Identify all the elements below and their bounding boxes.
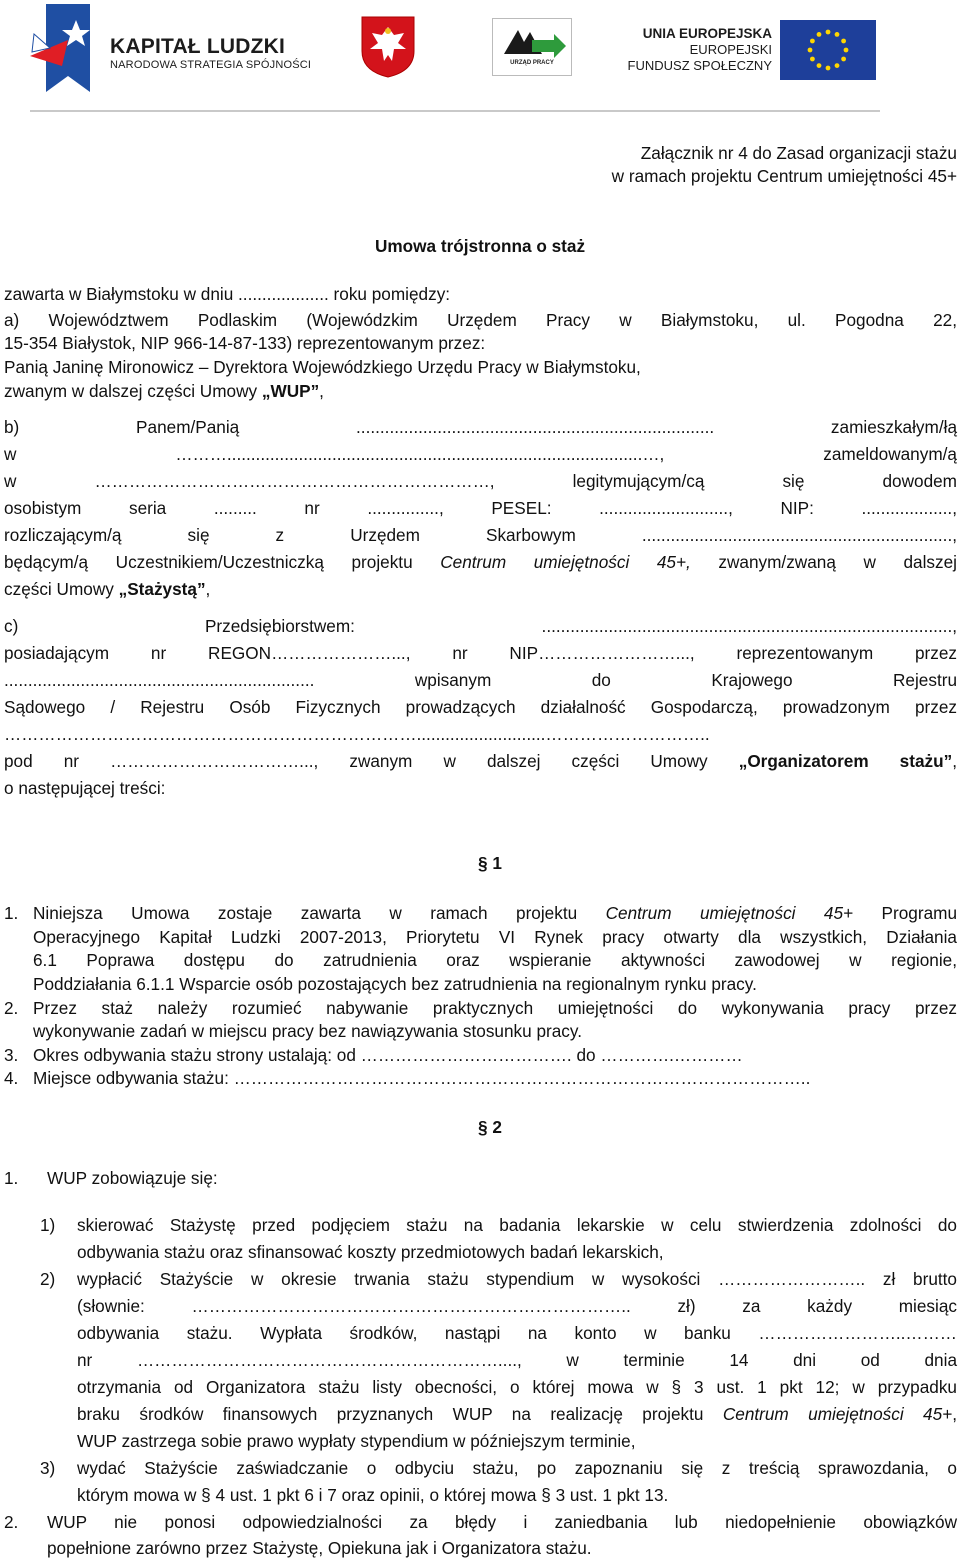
section-1-heading: § 1: [478, 853, 502, 873]
s1-item-3-line-1: Okres odbywania stażu strony ustalają: od ………………………………. do ………….…………: [33, 1045, 743, 1065]
s2-point-2-line-2: popełnione zarówno przez Stażystę, Opiekuna jak i Organizatora stażu.: [47, 1538, 592, 1558]
party-b-line-5: rozliczającym/ą się z Urzędem Skarbowym .................................................................,: [4, 525, 957, 545]
ue-line-3: FUNDUSZ SPOŁECZNY: [627, 58, 772, 73]
s1-item-2-line-1: Przez staż należy rozumieć nabywanie praktycznych umiejętności do wykonywania pracy przez: [33, 998, 957, 1018]
party-b-line-4: osobistym seria ......... nr ..............., PESEL: ..........................., NIP: ...................,: [4, 498, 957, 518]
kapital-ludzki-emblem-icon: [28, 4, 94, 96]
urzad-pracy-label: URZĄD PRACY: [510, 60, 554, 66]
s2-point-1-text: WUP zobowiązuje się:: [47, 1168, 218, 1188]
s2-point-2-number: 2.: [4, 1512, 19, 1532]
party-c-line-1: c) Przedsiębiorstwem: ......................................................................................,: [4, 616, 957, 636]
s2-sub-2-line-1: wypłacić Stażyście w okresie trwania stażu stypendium w wysokości …………………….. zł brutto: [77, 1269, 957, 1289]
s1-item-2-line-2: wykonywanie zadań w miejscu pracy bez nawiązywania stosunku pracy.: [33, 1021, 582, 1041]
wup-term: „WUP”: [261, 381, 320, 401]
s2-sub-1-line-2: odbywania stażu oraz sfinansować koszty przedmiotowych badań lekarskich,: [77, 1242, 664, 1262]
intro-line: zawarta w Białymstoku w dniu ................... roku pomiędzy:: [4, 284, 451, 304]
section-2-heading: § 2: [478, 1117, 502, 1137]
party-c-line-3: ................................................................. wpisanym do Krajowego Rejestru: [4, 670, 957, 690]
s2-sub-2-line-6: braku środków finansowych przyznanych WUP na realizację projektu Centrum umiejętności 45+,: [77, 1404, 957, 1424]
s1-item-3-number: 3.: [4, 1045, 19, 1065]
party-c-line-2: posiadającym nr REGON…………………..., nr NIP……………………..., reprezentowanym przez: [4, 643, 957, 663]
s2-point-2-line-1: WUP nie ponosi odpowiedzialności za błędy i zaniedbania lub niedopełnienie obowiązków: [47, 1512, 957, 1532]
s1-item-1-line-3: 6.1 Poprawa dostępu do zatrudnienia oraz wspieranie aktywności zawodowej w regionie,: [33, 950, 957, 970]
s2-sub-3-number: 3): [40, 1458, 56, 1478]
s1-item-4-number: 4.: [4, 1068, 19, 1088]
s1-item-1-line-1: Niniejsza Umowa zostaje zawarta w ramach projektu Centrum umiejętności 45+ Programu: [33, 903, 958, 923]
s2-sub-3-line-2: którym mowa w § 4 ust. 1 pkt 6 i 7 oraz opinii, o której mowa § 3 ust. 1 pkt 13.: [77, 1485, 669, 1505]
kapital-ludzki-title: KAPITAŁ LUDZKI: [110, 35, 286, 58]
party-c-line-5: ………………………………………………………………...........................………………………..: [4, 724, 710, 744]
s1-item-4-line-1: Miejsce odbywania stażu: ………………………………………………………………………………………..: [33, 1068, 811, 1088]
s2-sub-2-line-2: (słownie: ………………………………………………………………….. zł) za każdy miesiąc: [77, 1296, 957, 1316]
ue-line-2: EUROPEJSKI: [689, 42, 772, 57]
s2-sub-3-line-1: wydać Stażyście zaświadczanie o odbyciu stażu, po zapoznaniu się z treścią sprawozdania, o: [77, 1458, 957, 1478]
ue-line-1: UNIA EUROPEJSKA: [642, 26, 772, 41]
party-c-line-6: pod nr ……………………………..., zwanym w dalszej części Umowy „Organizatorem stażu”,: [4, 751, 957, 771]
s2-sub-2-line-4: nr ………………………………………………………...., w terminie 14 dni od dnia: [77, 1350, 957, 1370]
document-title: Umowa trójstronna o staż: [374, 236, 586, 256]
s1-item-1-line-2: Operacyjnego Kapitał Ludzki 2007-2013, Priorytetu VI Rynek pracy otwarty dla wszystkich, Działania: [33, 927, 957, 947]
party-a-line-2: 15-354 Białystok, NIP 966-14-87-133) reprezentowanym przez:: [4, 333, 486, 353]
s2-point-1-number: 1.: [4, 1168, 19, 1188]
s2-sub-2-number: 2): [40, 1269, 56, 1289]
urzad-pracy-logo-icon: [492, 18, 572, 76]
s1-item-2-number: 2.: [4, 998, 19, 1018]
s2-sub-2-line-3: odbywania stażu. Wypłata środków, nastąpi na konto w banku ……………………..………: [77, 1323, 957, 1343]
podlaskie-coat-of-arms-icon: [360, 15, 416, 79]
party-b-line-7: części Umowy „Stażystą”,: [4, 579, 211, 599]
eu-flag-icon: [780, 20, 876, 80]
s1-item-1-number: 1.: [4, 903, 19, 923]
s2-sub-2-line-7: WUP zastrzega sobie prawo wypłaty stypendium w późniejszym terminie,: [77, 1431, 636, 1451]
kapital-ludzki-subtitle: NARODOWA STRATEGIA SPÓJNOŚCI: [110, 59, 312, 71]
party-c-line-4: Sądowego / Rejestru Osób Fizycznych prowadzących działalność Gospodarczą, prowadzonym przez: [4, 697, 957, 717]
attachment-line-2: w ramach projektu Centrum umiejętności 45+: [611, 166, 957, 186]
s2-sub-2-line-5: otrzymania od Organizatora stażu listy obecności, o której mowa w § 3 ust. 1 pkt 12; w przypadku: [77, 1377, 957, 1397]
organizator-term: „Organizatorem stażu”: [738, 751, 953, 771]
header-divider: [30, 110, 880, 112]
party-a-line-3: Panią Janinę Mironowicz – Dyrektora Wojewódzkiego Urzędu Pracy w Białymstoku,: [4, 357, 641, 377]
attachment-line-1: Załącznik nr 4 do Zasad organizacji stażu: [640, 143, 957, 163]
party-c-line-7: o następującej treści:: [4, 778, 166, 798]
party-b-line-1: b) Panem/Panią ........................................................................... zamieszkałym/łą: [4, 417, 957, 437]
party-b-line-2: w ……….......................................................................................…, zameldowanym/ą: [4, 444, 957, 464]
s1-item-1-line-4: Poddziałania 6.1.1 Wsparcie osób pozostających bez zatrudnienia na regionalnym rynku pracy.: [33, 974, 757, 994]
party-a-line-1: a) Województwem Podlaskim (Wojewódzkim Urzędem Pracy w Białymstoku, ul. Pogodna 22,: [4, 310, 957, 330]
party-b-line-6: będącym/ą Uczestnikiem/Uczestniczką projektu Centrum umiejętności 45+, zwanym/zwaną w dalszej: [4, 552, 957, 572]
party-b-line-3: w ……………………………………………………………, legitymującym/cą się dowodem: [4, 471, 957, 491]
stazysta-term: „Stażystą”: [118, 579, 206, 599]
s2-sub-1-number: 1): [40, 1215, 56, 1235]
s2-sub-1-line-1: skierować Stażystę przed podjęciem stażu na badania lekarskie w celu stwierdzenia zdolności do: [77, 1215, 957, 1235]
party-a-line-4: zwanym w dalszej części Umowy „WUP”,: [4, 381, 324, 401]
